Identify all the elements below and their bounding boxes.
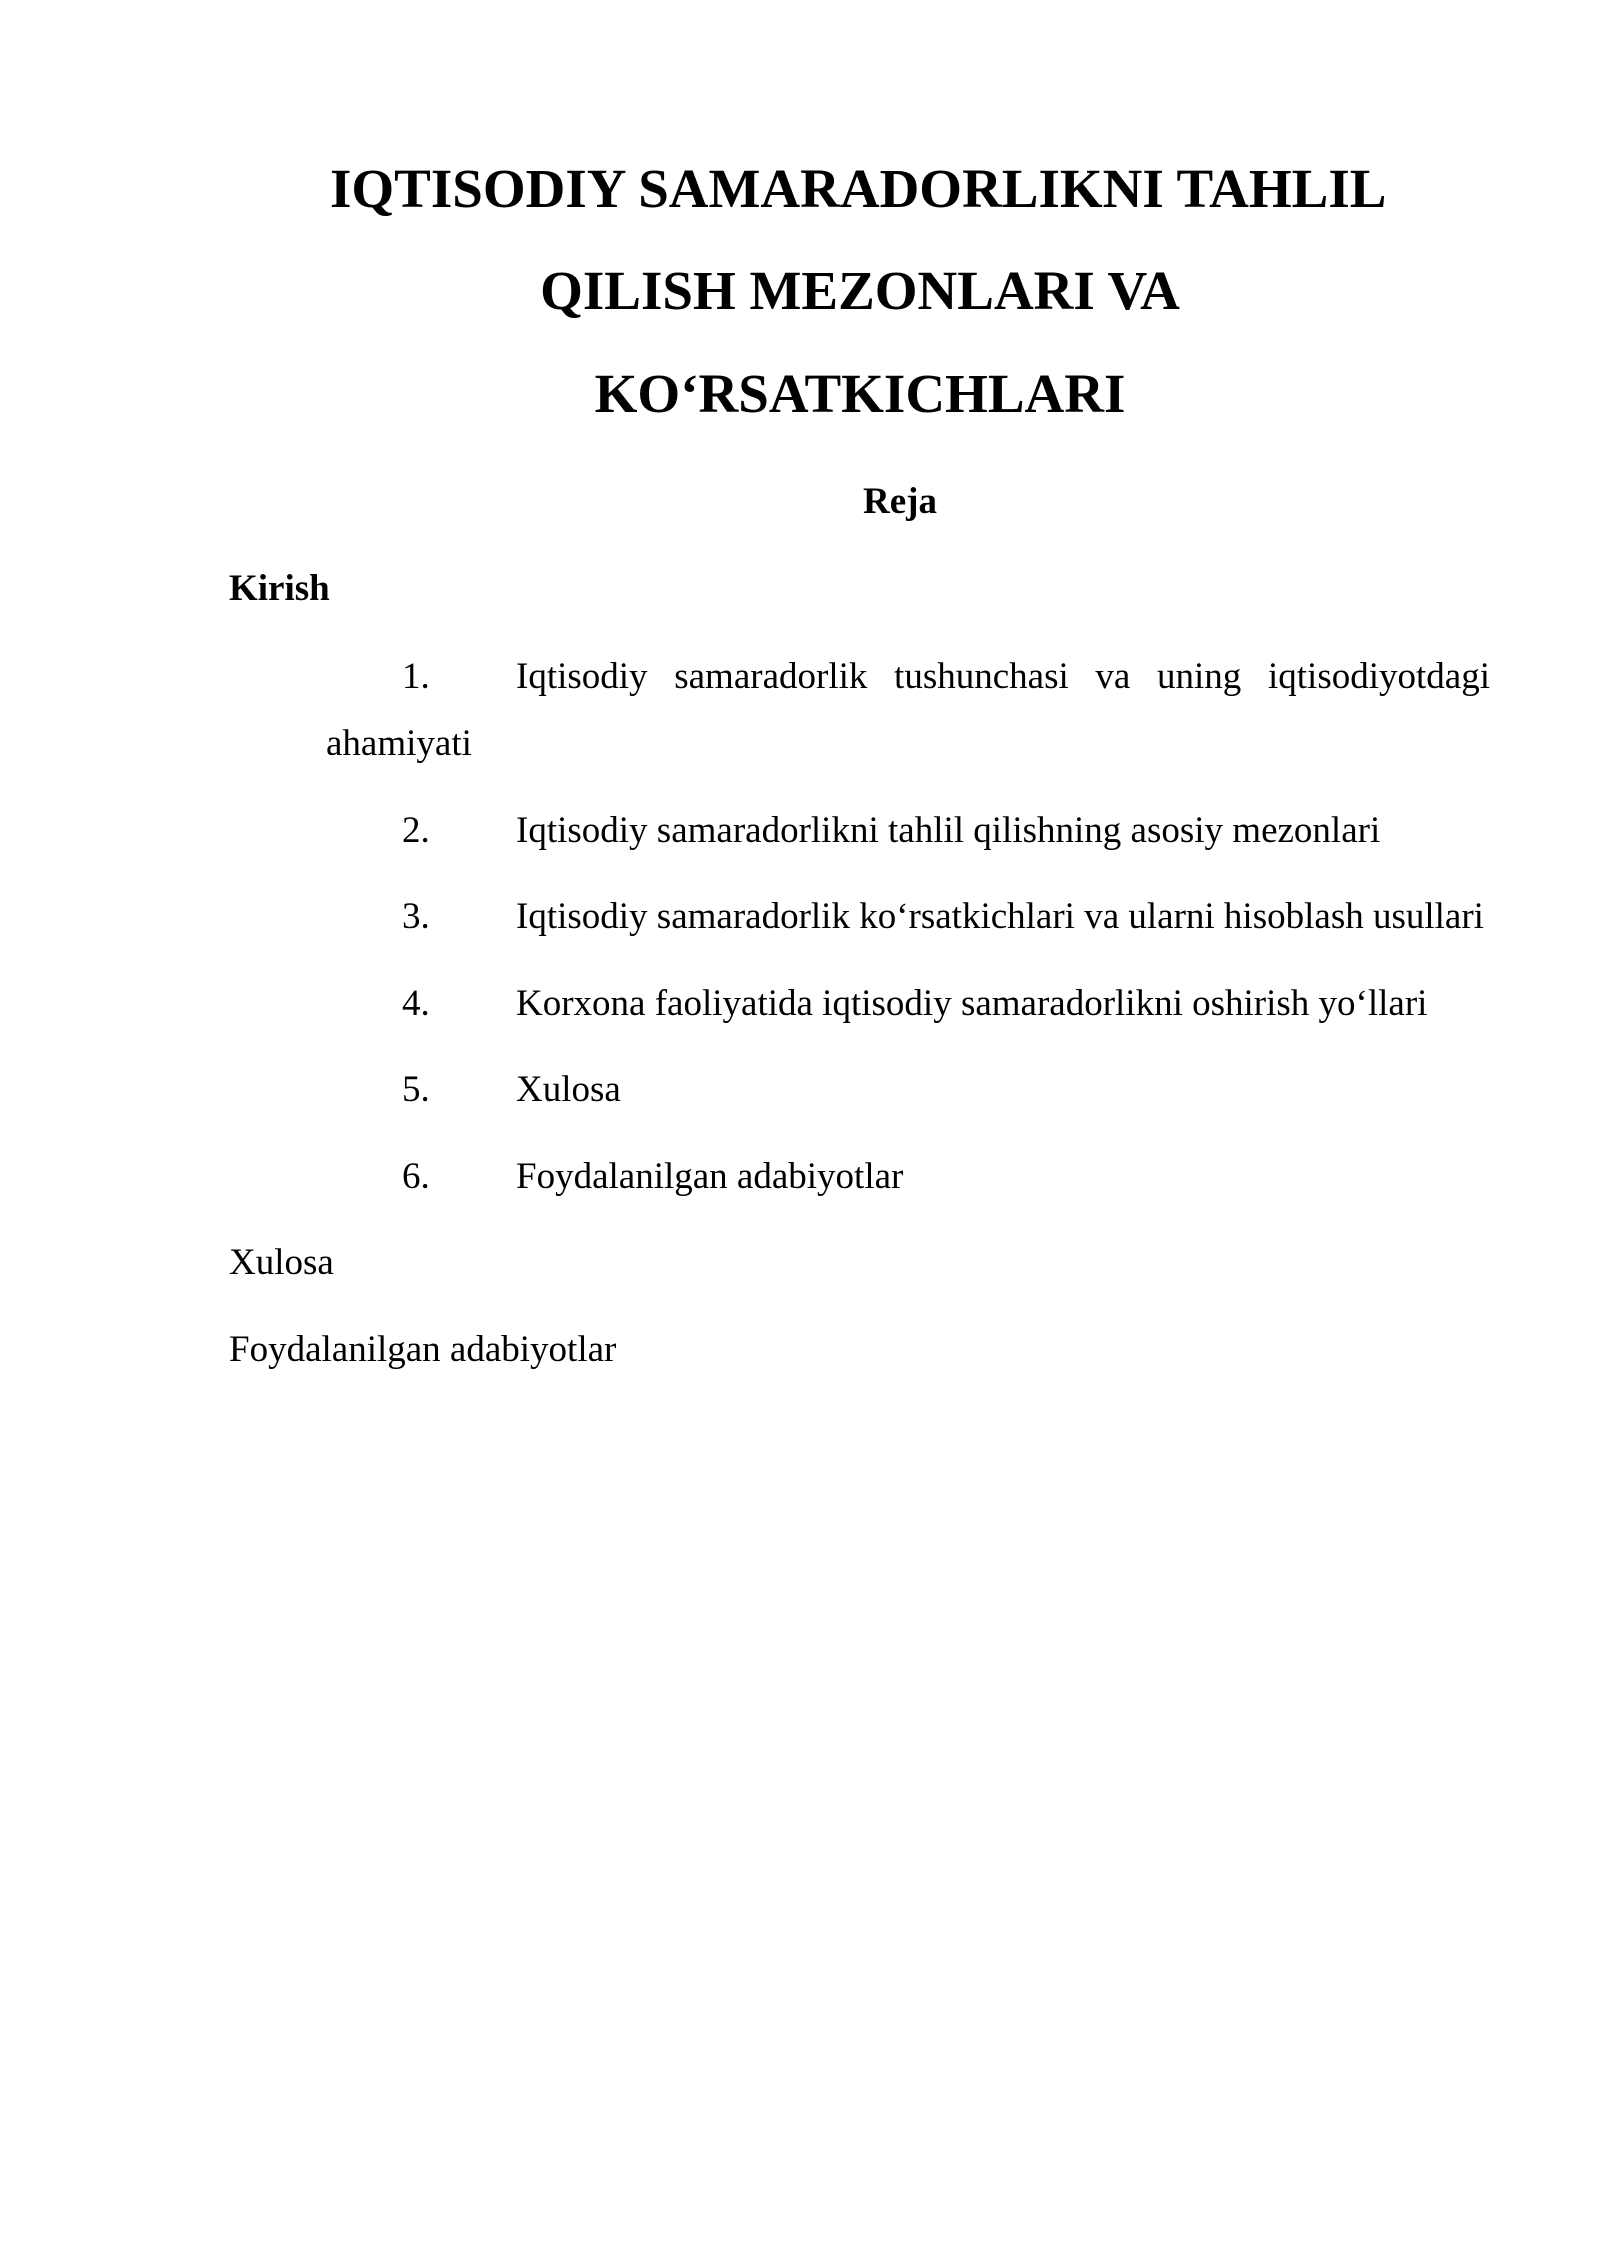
plan-item-text: Iqtisodiy samaradorlikni tahlil qilishning asosiy mezonlari bbox=[516, 810, 1381, 851]
title-line-2: QILISH MEZONLARI VA bbox=[540, 260, 1180, 321]
title-line-3: KO‘RSATKICHLARI bbox=[594, 363, 1126, 424]
plan-item-number: 1. bbox=[402, 656, 430, 697]
plan-item-number: 4. bbox=[402, 983, 430, 1024]
closing-item-conclusion: Xulosa bbox=[229, 1242, 334, 1283]
plan-item-number: 3. bbox=[402, 896, 430, 937]
plan-item-text: Foydalanilgan adabiyotlar bbox=[516, 1156, 904, 1197]
plan-item-number: 5. bbox=[402, 1069, 430, 1110]
plan-item-text: Iqtisodiy samaradorlik tushunchasi va uning iqtisodiyotdagi bbox=[516, 656, 1490, 697]
plan-item-number: 6. bbox=[402, 1156, 430, 1197]
plan-heading: Reja bbox=[863, 481, 937, 522]
closing-item-references: Foydalanilgan adabiyotlar bbox=[229, 1329, 617, 1370]
plan-item-1-continuation: ahamiyati bbox=[326, 723, 472, 764]
plan-item-text: Korxona faoliyatida iqtisodiy samaradorlikni oshirish yo‘llari bbox=[516, 983, 1428, 1024]
title-line-1: IQTISODIY SAMARADORLIKNI TAHLIL bbox=[330, 158, 1387, 219]
plan-item-text: Iqtisodiy samaradorlik ko‘rsatkichlari va ularni hisoblash usullari bbox=[516, 896, 1484, 937]
intro-heading: Kirish bbox=[229, 568, 330, 609]
plan-item-text: Xulosa bbox=[516, 1069, 621, 1110]
plan-item-number: 2. bbox=[402, 810, 430, 851]
